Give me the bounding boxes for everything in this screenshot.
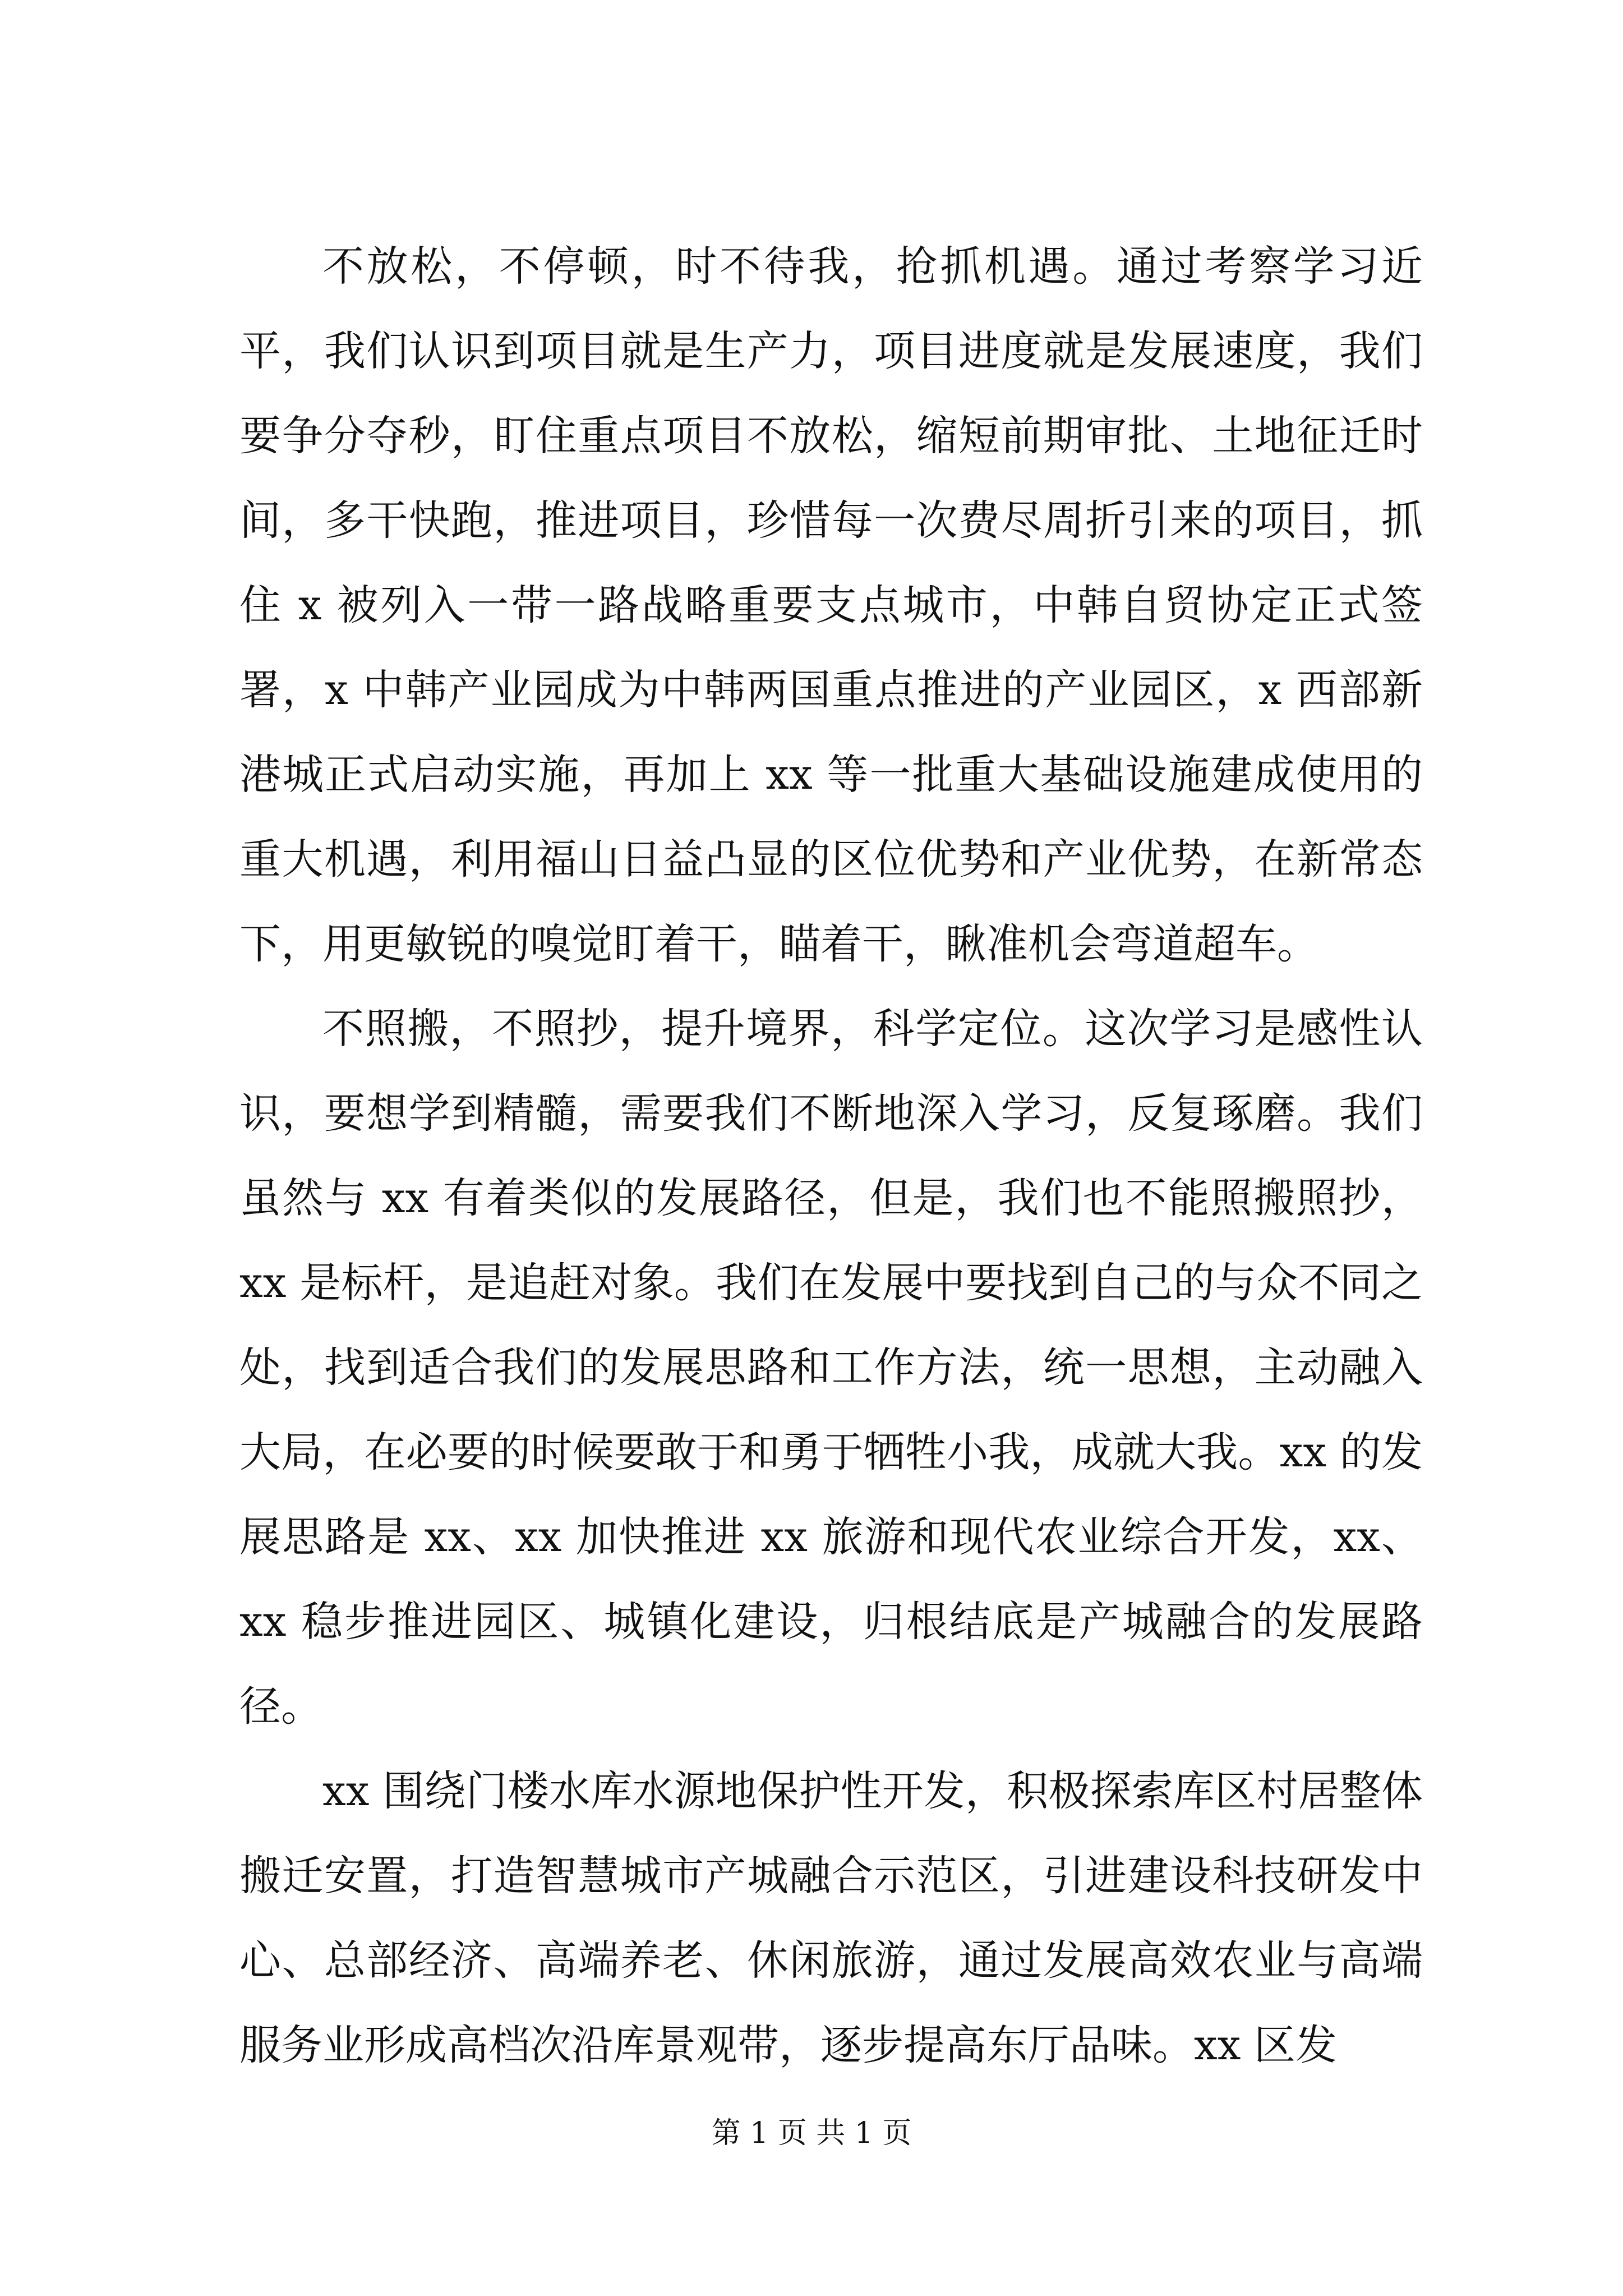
paragraph-2: 不照搬，不照抄，提升境界，科学定位。这次学习是感性认识，要想学到精髓，需要我们不断地深入学习，反复琢磨。我们虽然与 xx 有着类似的发展路径，但是，我们也不能照搬照抄，xx 是标杆，是追赶对象。我们在发展中要找到自己的与众不同之处，找到适合我们的发展思路和工作方法，统一思想，主动融入大局，在必要的时候要敢于和勇于牺牲小我，成就大我。xx 的发展思路是 xx、xx 加快推进 xx 旅游和现代农业综合开发，xx、xx 稳步推进园区、城镇化建设，归根结底是产城融合的发展路径。 [239,1005,1423,1731]
paragraph-1: 不放松，不停顿，时不待我，抢抓机遇。通过考察学习近平，我们认识到项目就是生产力，项目进度就是发展速度，我们要争分夺秒，盯住重点项目不放松，缩短前期审批、土地征迁时间，多干快跑，推进项目，珍惜每一次费尽周折引来的项目，抓住 x 被列入一带一路战略重要支点城市，中韩自贸协定正式签署，x 中韩产业园成为中韩两国重点推进的产业园区，x 西部新港城正式启动实施，再加上 xx 等一批重大基础设施建成使用的重大机遇，利用福山日益凸显的区位优势和产业优势，在新常态下，用更敏锐的嗅觉盯着干，瞄着干，瞅准机会弯道超车。 [239,242,1423,968]
page-footer: 第 1 页 共 1 页 [711,2116,912,2150]
document-body [239,224,1423,2088]
paragraph-3: xx 围绕门楼水库水源地保护性开发，积极探索库区村居整体搬迁安置，打造智慧城市产城融合示范区，引进建设科技研发中心、总部经济、高端养老、休闲旅游，通过发展高效农业与高端服务业形成高档次沿库景观带，逐步提高东厅品味。xx 区发 [239,1767,1423,2069]
